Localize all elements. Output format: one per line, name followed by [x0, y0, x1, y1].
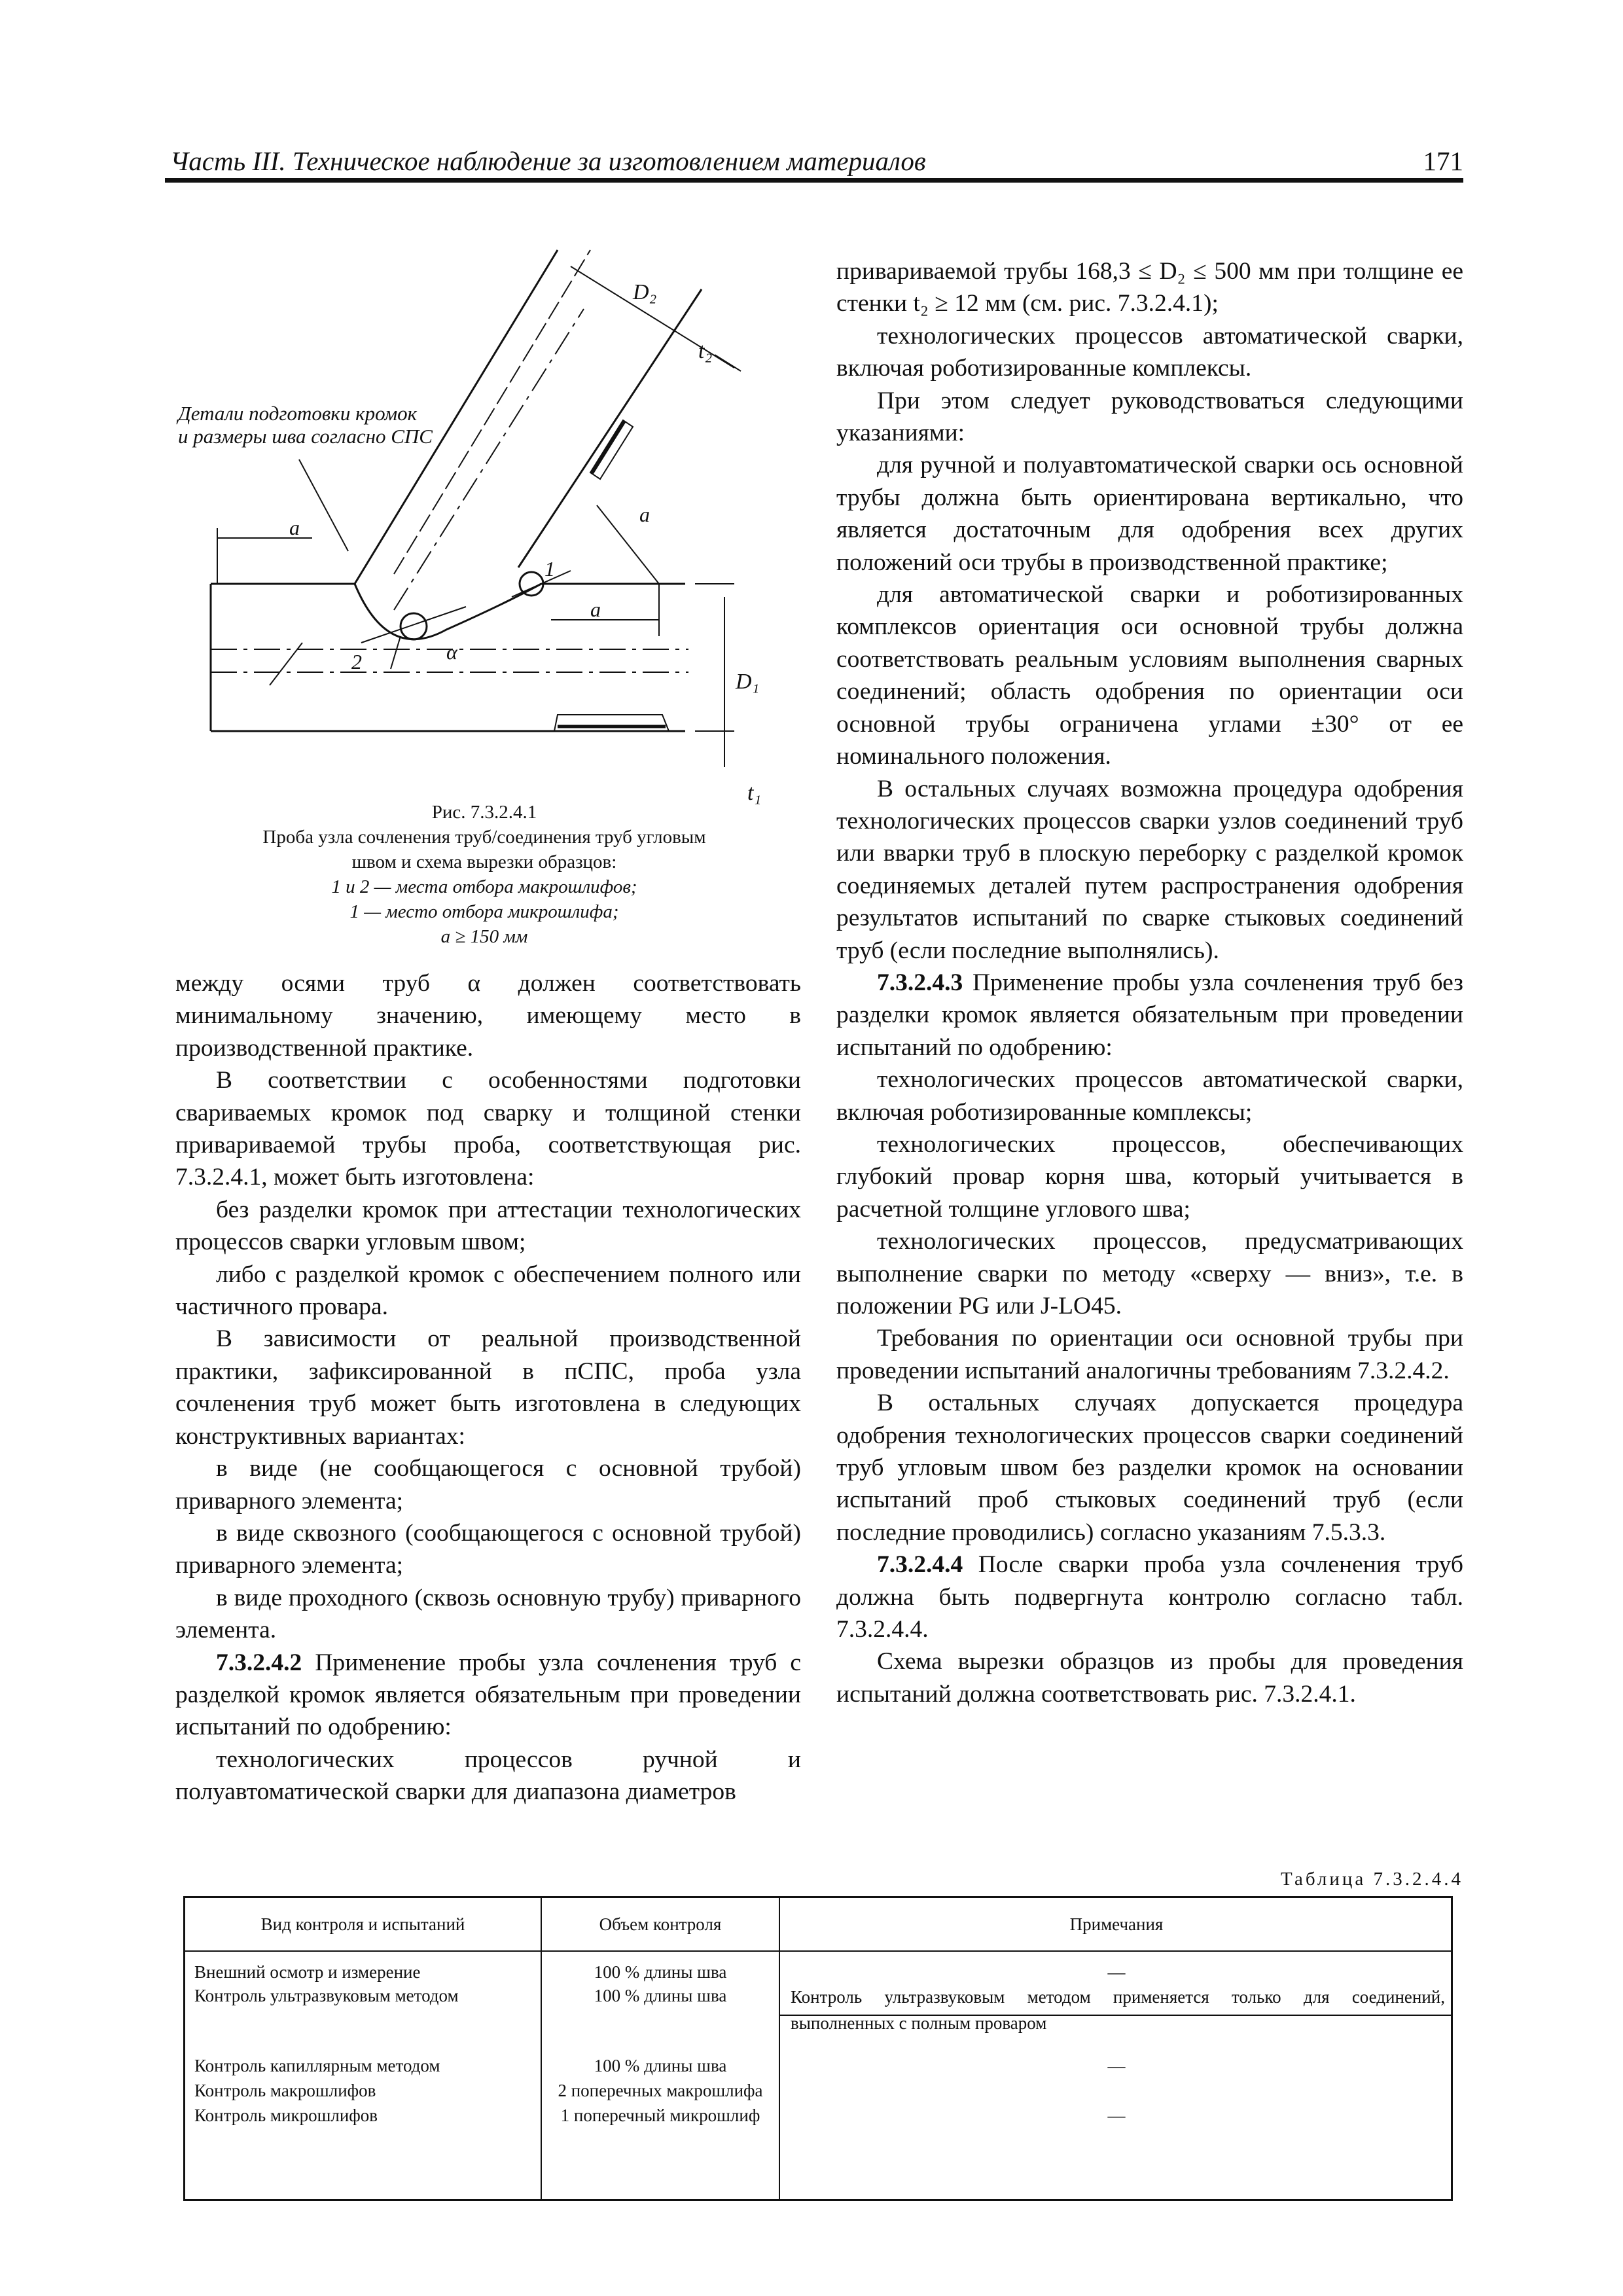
- paragraph: технологических процессов, предусматривающих выполнение сварки по методу «сверху — вниз», т.е. в положении PG или J-LO45.: [836, 1228, 1463, 1319]
- table-cell-volume: 2 поперечных макрошлифа: [558, 2081, 763, 2100]
- table-header-notes: Примечания: [1069, 1914, 1164, 1934]
- table-header-type: Вид контроля и испытаний: [260, 1914, 465, 1934]
- paragraph: для ручной и полуавтоматической сварки ось основной трубы должна быть ориентирована вертикально, что является достаточным для одобрения всех других положений оси трубы в производственной практике;: [836, 452, 1463, 576]
- table-cell-volume: 100 % длины шва: [594, 2056, 727, 2075]
- paragraph: Схема вырезки образцов из пробы для проведения испытаний должна соответствовать рис. 7.3.2.4.1.: [836, 1648, 1463, 1708]
- section-number: 7.3.2.4.4: [877, 1551, 963, 1579]
- header-rule: [165, 178, 1463, 183]
- label-marker-1: 1: [544, 557, 555, 581]
- paragraph: между осями труб α должен соответствовать минимальному значению, имеющему место в производственной практике.: [175, 970, 801, 1062]
- paragraph: для автоматической сварки и роботизированных комплексов ориентация оси основной трубы должна соответствовать реальным условиям выполнения сварных соединений; область одобрения по ориентации оси основной трубы ограничена углами ±30° от ее номинального положения.: [836, 581, 1463, 770]
- paragraph: технологических процессов автоматической сварки, включая роботизированные комплексы;: [836, 1066, 1463, 1126]
- table-cell-note: —: [1107, 2106, 1126, 2125]
- section-number: 7.3.2.4.2: [216, 1649, 302, 1676]
- paragraph: либо с разделкой кромок с обеспечением полного или частичного провара.: [175, 1261, 801, 1321]
- paragraph: При этом следует руководствоваться следующими указаниями:: [836, 387, 1463, 447]
- label-t2: t₂: [698, 339, 713, 363]
- paragraph-text: Применение пробы узла сочленения труб с разделкой кромок является обязательным при проведении испытаний по одобрению:: [175, 1649, 801, 1741]
- table-cell-volume: 100 % длины шва: [594, 1962, 727, 1982]
- figure-note-line2: и размеры шва согласно СПС: [178, 425, 433, 448]
- table-cell-volume: 100 % длины шва: [594, 1986, 727, 2005]
- caption-line5: a ≥ 150 мм: [440, 926, 528, 947]
- paragraph: привариваемой трубы 168,3 ≤ D₂ ≤ 500 мм при толщине ее стенки t₂ ≥ 12 мм (см. рис. 7.3.2.4.1);: [836, 258, 1463, 317]
- paragraph-text: Применение пробы узла сочленения труб без разделки кромок является обязательным при проведении испытаний по одобрению:: [836, 969, 1463, 1061]
- figure-caption: [196, 800, 772, 949]
- right-column: [836, 255, 1463, 1710]
- paragraph: без разделки кромок при аттестации технологических процессов сварки угловым швом;: [175, 1196, 801, 1256]
- paragraph: технологических процессов ручной и полуавтоматической сварки для диапазона диаметров: [175, 1746, 801, 1806]
- paragraph: в виде проходного (сквозь основную трубу) приварного элемента.: [175, 1584, 801, 1644]
- table-cell-note: —: [1107, 2056, 1126, 2075]
- paragraph-text: После сварки проба узла сочленения труб должна быть подвергнута контролю согласно табл. 7.3.2.4.4.: [836, 1551, 1463, 1643]
- table-cell-volume: 1 поперечный микрошлиф: [560, 2106, 760, 2125]
- label-t1: t₁: [747, 781, 762, 805]
- paragraph: в виде сквозного (сообщающегося с основной трубой) приварного элемента;: [175, 1519, 801, 1579]
- figure-pipe-joint: [165, 243, 805, 819]
- paragraph: технологических процессов, обеспечивающих глубокий провар корня шва, который учитывается в расчетной толщине углового шва;: [836, 1130, 1463, 1223]
- table-cell-type: Контроль ультразвуковым методом: [194, 1986, 459, 2005]
- table-label: Таблица 7.3.2.4.4: [1280, 1869, 1463, 1890]
- page-header: [165, 145, 1463, 181]
- page-number: 171: [1423, 146, 1463, 176]
- table-cell-type: Контроль капиллярным методом: [194, 2056, 440, 2075]
- table-cell-type: Контроль макрошлифов: [194, 2081, 376, 2100]
- caption-line4: 1 — место отбора микрошлифа;: [349, 901, 619, 922]
- table-cell-type: Контроль микрошлифов: [194, 2106, 378, 2125]
- label-alpha: α: [446, 640, 457, 664]
- left-column: [175, 967, 801, 1808]
- caption-line3: 1 и 2 — места отбора макрошлифов;: [331, 876, 637, 897]
- table-cell-note: —: [1107, 1962, 1126, 1982]
- paragraph: В соответствии с особенностями подготовки свариваемых кромок под сварку и толщиной стенки привариваемой трубы проба, соответствующая рис. 7.3.2.4.1, может быть изготовлена:: [175, 1067, 801, 1191]
- paragraph: Требования по ориентации оси основной трубы при проведении испытаний аналогичны требованиям 7.3.2.4.2.: [836, 1325, 1463, 1384]
- running-title: Часть III. Техническое наблюдение за изготовлением материалов: [170, 146, 926, 176]
- table-header-volume: Объем контроля: [599, 1914, 722, 1934]
- figure-note-line1: Детали подготовки кромок: [178, 402, 418, 425]
- pipe-joint-drawing: [165, 243, 805, 819]
- caption-line1: Проба узла сочленения труб/соединения труб угловым: [262, 827, 706, 848]
- table-cell-type: Внешний осмотр и измерение: [194, 1962, 421, 1982]
- label-marker-2: 2: [351, 650, 362, 673]
- paragraph: технологических процессов автоматической сварки, включая роботизированные комплексы.: [836, 322, 1463, 382]
- paragraph: В остальных случаях возможна процедура одобрения технологических процессов сварки узлов соединений труб или вварки труб в плоскую переборку с разделкой кромок соединяемых деталей путем распространения одобрения результатов испытаний по сварке стыковых соединений труб (если последние выполнялись).: [836, 775, 1463, 964]
- label-a-upper: a: [639, 503, 650, 526]
- paragraph-7-3-2-4-3: [836, 967, 1463, 1064]
- caption-line2: швом и схема вырезки образцов:: [351, 852, 617, 872]
- table-header-rule: [185, 1950, 1451, 1952]
- paragraph: В остальных случаях допускается процедура одобрения технологических процессов сварки соединений труб угловым швом без разделки кромок на основании испытаний проб стыковых соединений труб (если последние проводились) согласно указаниям 7.5.3.3.: [836, 1390, 1463, 1546]
- paragraph: в виде (не сообщающегося с основной трубой) приварного элемента;: [175, 1455, 801, 1515]
- table-cell-note: Контроль ультразвуковым методом применяется только для соединений, выполненных с полным проваром: [791, 1987, 1445, 2033]
- inspection-table: [183, 1896, 1453, 2201]
- caption-number: Рис. 7.3.2.4.1: [431, 802, 537, 823]
- label-d1: D₁: [736, 670, 760, 694]
- paragraph-7-3-2-4-4: [836, 1549, 1463, 1645]
- paragraph-7-3-2-4-2: [175, 1647, 801, 1744]
- paragraph: В зависимости от реальной производственной практики, зафиксированной в пСПС, проба узла сочленения труб может быть изготовлена в следующих конструктивных вариантах:: [175, 1325, 801, 1450]
- label-a-mid: a: [590, 598, 601, 621]
- label-a-left: a: [289, 516, 300, 539]
- section-number: 7.3.2.4.3: [877, 969, 963, 996]
- label-d2: D₂: [633, 280, 657, 304]
